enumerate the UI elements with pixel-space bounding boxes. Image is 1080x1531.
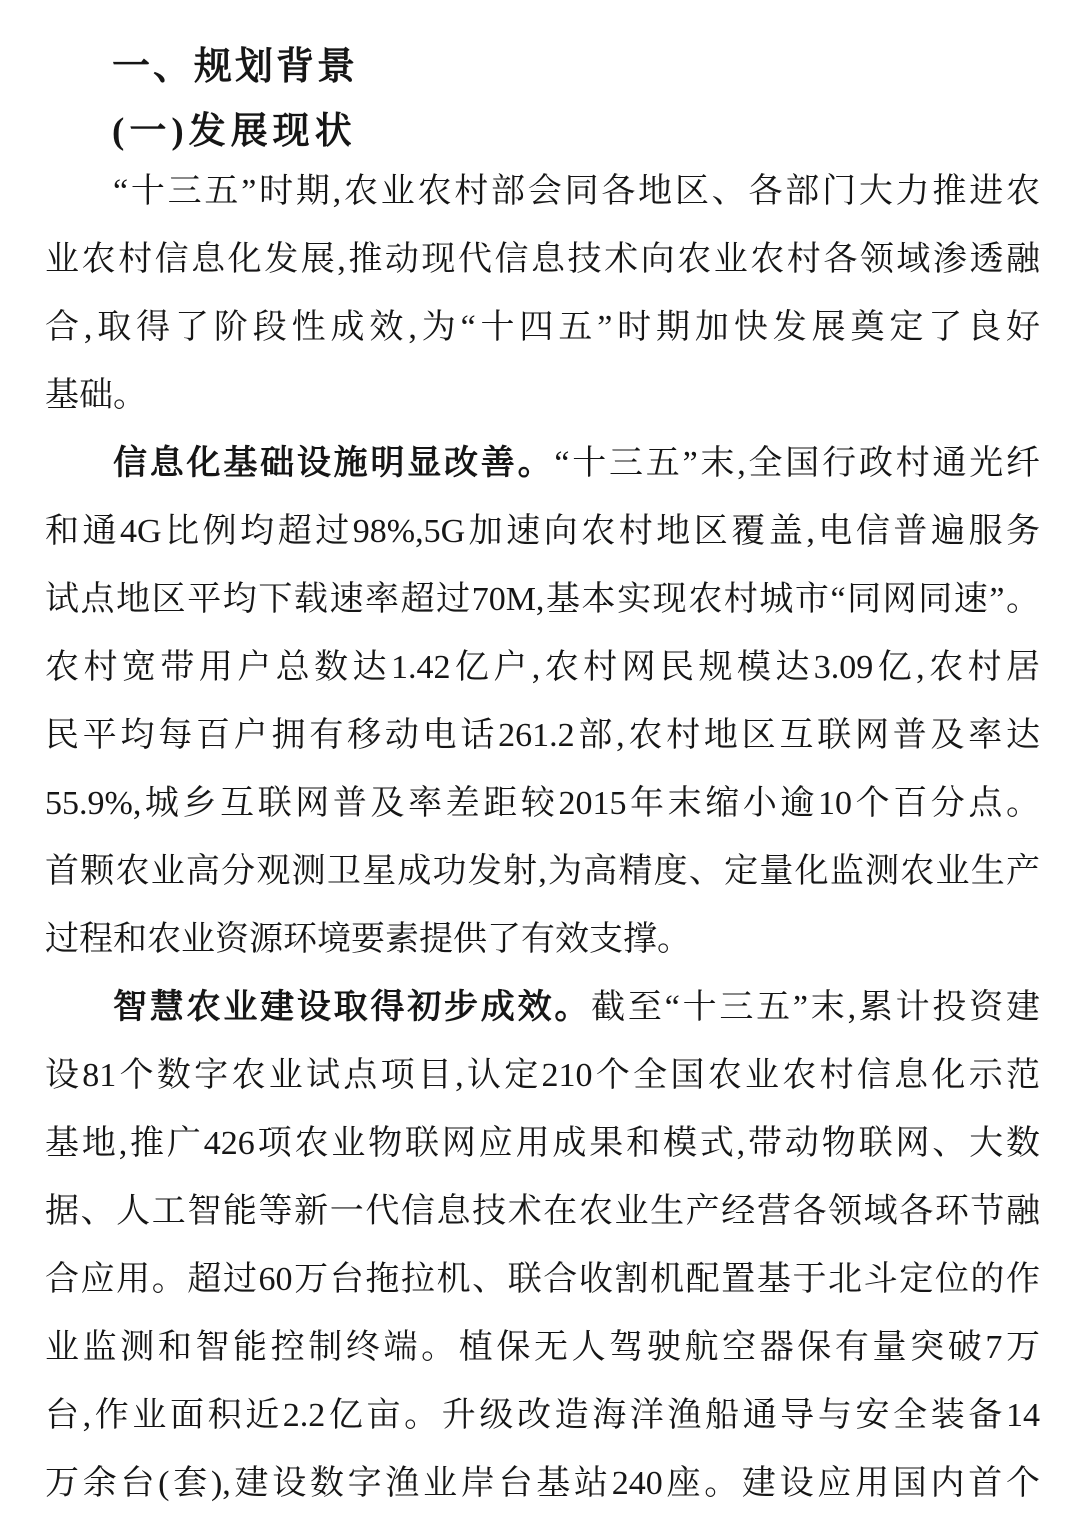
paragraph-line: 合,取得了阶段性成效,为“十四五”时期加快发展奠定了良好 (45, 309, 1040, 346)
paragraph-line: 合应用。超过60万台拖拉机、联合收割机配置基于北斗定位的作 (45, 1261, 1040, 1298)
subsection-heading: (一)发展现状 (112, 111, 357, 152)
paragraph-line: 万余台(套),建设数字渔业岸台基站240座。建设应用国内首个 (45, 1465, 1040, 1502)
paragraph-line: 据、人工智能等新一代信息技术在农业生产经营各领域各环节融 (45, 1193, 1040, 1230)
paragraph-line: 台,作业面积近2.2亿亩。升级改造海洋渔船通导与安全装备14 (45, 1397, 1040, 1434)
bold-lead: 智慧农业建设取得初步成效。 (113, 989, 592, 1026)
paragraph-line (45, 974, 1040, 1042)
paragraph-line: 设81个数字农业试点项目,认定210个全国农业农村信息化示范 (45, 1057, 1040, 1094)
paragraph-line: 基础。 (45, 377, 147, 414)
paragraph-line: 民平均每百户拥有移动电话261.2部,农村地区互联网普及率达 (45, 717, 1040, 754)
paragraph-line: 首颗农业高分观测卫星成功发射,为高精度、定量化监测农业生产 (45, 853, 1040, 890)
paragraph-line (45, 430, 1040, 498)
paragraph-text: “十三五”末,全国行政村通光纤 (554, 445, 1040, 482)
section-heading: 一、规划背景 (112, 44, 359, 88)
paragraph-text: 截至“十三五”末,累计投资建 (591, 989, 1040, 1026)
document-body (45, 158, 1040, 1518)
bold-lead: 信息化基础设施明显改善。 (113, 445, 555, 482)
paragraph-line: 55.9%,城乡互联网普及率差距较2015年末缩小逾10个百分点。 (45, 785, 1040, 822)
paragraph-line: “十三五”时期,农业农村部会同各地区、各部门大力推进农 (113, 173, 1040, 210)
paragraph-line: 业监测和智能控制终端。植保无人驾驶航空器保有量突破7万 (45, 1329, 1040, 1366)
paragraph-line: 试点地区平均下载速率超过70M,基本实现农村城市“同网同速”。 (45, 581, 1040, 618)
paragraph-line: 基地,推广426项农业物联网应用成果和模式,带动物联网、大数 (45, 1125, 1040, 1162)
paragraph-line: 业农村信息化发展,推动现代信息技术向农业农村各领域渗透融 (45, 241, 1040, 278)
paragraph-line: 过程和农业资源环境要素提供了有效支撑。 (45, 921, 691, 958)
paragraph-line: 和通4G比例均超过98%,5G加速向农村地区覆盖,电信普遍服务 (45, 513, 1040, 550)
paragraph-line: 农村宽带用户总数达1.42亿户,农村网民规模达3.09亿,农村居 (45, 649, 1040, 686)
